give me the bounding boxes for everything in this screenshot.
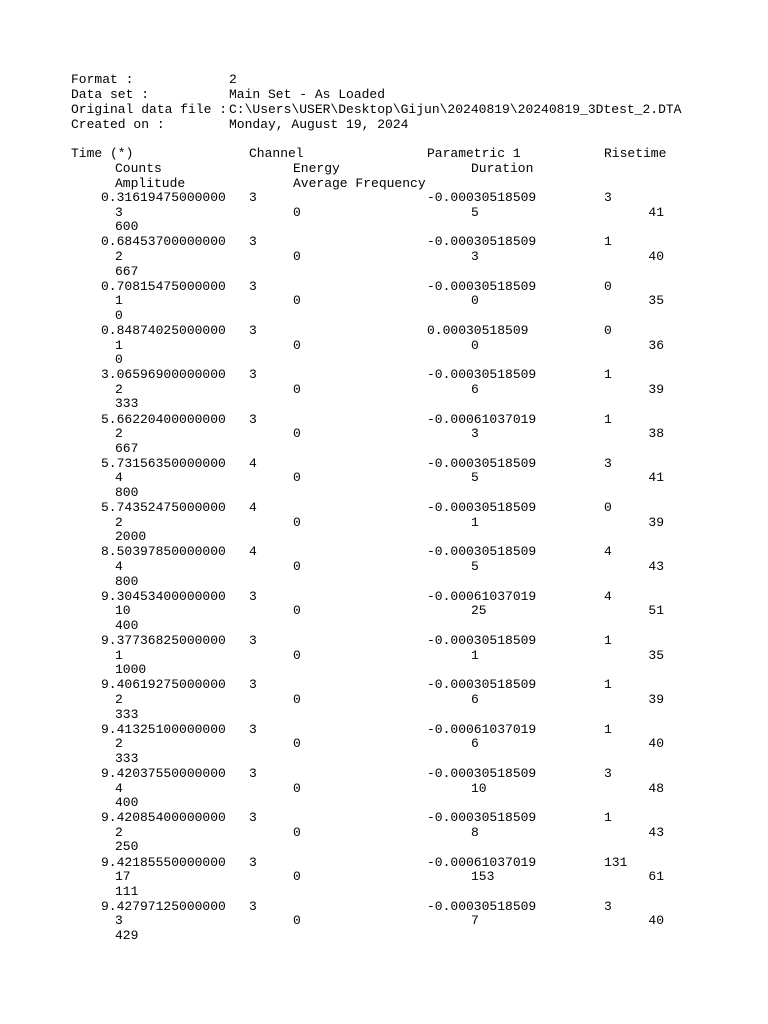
record-counts: 2 xyxy=(115,382,123,397)
record-counts: 4 xyxy=(115,470,123,485)
record-duration: 3 xyxy=(471,249,479,264)
record-counts: 4 xyxy=(115,559,123,574)
record-avg-frequency: 429 xyxy=(115,928,139,943)
record-parametric1: -0.00030518509 xyxy=(427,544,537,559)
record-risetime: 1 xyxy=(604,234,612,249)
record-duration: 1 xyxy=(471,515,479,530)
record-energy: 0 xyxy=(293,249,301,264)
record-avg-frequency: 400 xyxy=(115,618,139,633)
created-label: Created on : xyxy=(71,117,165,132)
record-duration: 5 xyxy=(471,205,479,220)
record-time: 5.66220400000000 xyxy=(101,412,226,427)
record-risetime: 4 xyxy=(604,589,612,604)
record-line-1 xyxy=(0,677,768,692)
record-avg-frequency: 333 xyxy=(115,751,139,766)
record-parametric1: -0.00030518509 xyxy=(427,810,537,825)
record-avg-frequency: 2000 xyxy=(115,529,147,544)
record-parametric1: -0.00030518509 xyxy=(427,190,537,205)
record-amplitude: 35 xyxy=(648,648,664,663)
record-line-3 xyxy=(0,839,768,854)
record-amplitude: 40 xyxy=(648,736,664,751)
record-line-2 xyxy=(0,603,768,618)
record-time: 3.06596900000000 xyxy=(101,367,226,382)
record-channel: 3 xyxy=(249,367,257,382)
record-channel: 3 xyxy=(249,677,257,692)
record-amplitude: 39 xyxy=(648,515,664,530)
record-channel: 3 xyxy=(249,722,257,737)
record-channel: 3 xyxy=(249,810,257,825)
record-parametric1: -0.00030518509 xyxy=(427,456,537,471)
record-counts: 2 xyxy=(115,825,123,840)
record-time: 9.40619275000000 xyxy=(101,677,226,692)
record-amplitude: 35 xyxy=(648,293,664,308)
record-risetime: 131 xyxy=(604,855,628,870)
record-line-3 xyxy=(0,884,768,899)
record-line-3 xyxy=(0,707,768,722)
record-time: 0.84874025000000 xyxy=(101,323,226,338)
record-channel: 3 xyxy=(249,633,257,648)
record-duration: 5 xyxy=(471,559,479,574)
record-parametric1: -0.00030518509 xyxy=(427,633,537,648)
record-channel: 4 xyxy=(249,500,257,515)
record-duration: 10 xyxy=(471,781,487,796)
record-line-1 xyxy=(0,190,768,205)
record-channel: 3 xyxy=(249,899,257,914)
record-parametric1: -0.00061037019 xyxy=(427,589,537,604)
record-energy: 0 xyxy=(293,736,301,751)
record-channel: 3 xyxy=(249,412,257,427)
record-energy: 0 xyxy=(293,603,301,618)
record-time: 9.42085400000000 xyxy=(101,810,226,825)
record-avg-frequency: 1000 xyxy=(115,662,147,677)
column-header-row-3 xyxy=(0,176,768,191)
record-line-1 xyxy=(0,456,768,471)
record-energy: 0 xyxy=(293,825,301,840)
record-line-2 xyxy=(0,205,768,220)
record-channel: 4 xyxy=(249,544,257,559)
record-line-3 xyxy=(0,795,768,810)
col-amplitude: Amplitude xyxy=(115,176,186,191)
record-risetime: 1 xyxy=(604,367,612,382)
record-energy: 0 xyxy=(293,913,301,928)
record-line-3 xyxy=(0,662,768,677)
col-avg-frequency: Average Frequency xyxy=(293,176,426,191)
record-duration: 7 xyxy=(471,913,479,928)
record-channel: 3 xyxy=(249,279,257,294)
record-avg-frequency: 600 xyxy=(115,219,139,234)
col-duration: Duration xyxy=(471,161,534,176)
record-line-2 xyxy=(0,692,768,707)
record-time: 0.70815475000000 xyxy=(101,279,226,294)
record-risetime: 1 xyxy=(604,412,612,427)
record-avg-frequency: 400 xyxy=(115,795,139,810)
record-avg-frequency: 0 xyxy=(115,352,123,367)
record-line-1 xyxy=(0,323,768,338)
record-risetime: 1 xyxy=(604,810,612,825)
origfile-value: C:\Users\USER\Desktop\Gijun\20240819\20240819_3Dtest_2.DTA xyxy=(229,102,682,117)
record-parametric1: -0.00030518509 xyxy=(427,500,537,515)
record-risetime: 0 xyxy=(604,279,612,294)
record-line-3 xyxy=(0,264,768,279)
record-parametric1: -0.00030518509 xyxy=(427,234,537,249)
record-line-1 xyxy=(0,544,768,559)
record-amplitude: 40 xyxy=(648,249,664,264)
header-dataset-row xyxy=(0,87,768,102)
record-counts: 1 xyxy=(115,293,123,308)
record-amplitude: 39 xyxy=(648,692,664,707)
record-duration: 0 xyxy=(471,338,479,353)
record-line-2 xyxy=(0,825,768,840)
column-header-row-2 xyxy=(0,161,768,176)
record-line-2 xyxy=(0,648,768,663)
record-line-2 xyxy=(0,869,768,884)
record-channel: 3 xyxy=(249,855,257,870)
record-duration: 8 xyxy=(471,825,479,840)
record-risetime: 4 xyxy=(604,544,612,559)
record-duration: 0 xyxy=(471,293,479,308)
record-line-3 xyxy=(0,219,768,234)
record-parametric1: -0.00030518509 xyxy=(427,899,537,914)
record-counts: 3 xyxy=(115,913,123,928)
record-line-3 xyxy=(0,928,768,943)
record-energy: 0 xyxy=(293,692,301,707)
record-counts: 2 xyxy=(115,736,123,751)
record-line-1 xyxy=(0,367,768,382)
record-energy: 0 xyxy=(293,869,301,884)
record-line-2 xyxy=(0,515,768,530)
header-created-row xyxy=(0,117,768,132)
record-channel: 3 xyxy=(249,234,257,249)
record-line-3 xyxy=(0,574,768,589)
record-amplitude: 38 xyxy=(648,426,664,441)
record-line-1 xyxy=(0,500,768,515)
record-avg-frequency: 800 xyxy=(115,574,139,589)
record-channel: 3 xyxy=(249,589,257,604)
record-duration: 3 xyxy=(471,426,479,441)
record-risetime: 0 xyxy=(604,323,612,338)
record-duration: 153 xyxy=(471,869,495,884)
record-risetime: 0 xyxy=(604,500,612,515)
record-parametric1: -0.00061037019 xyxy=(427,722,537,737)
record-avg-frequency: 667 xyxy=(115,264,139,279)
record-energy: 0 xyxy=(293,382,301,397)
record-line-1 xyxy=(0,633,768,648)
record-avg-frequency: 333 xyxy=(115,707,139,722)
col-energy: Energy xyxy=(293,161,340,176)
origfile-label: Original data file : xyxy=(71,102,228,117)
record-line-2 xyxy=(0,470,768,485)
record-line-1 xyxy=(0,589,768,604)
record-parametric1: -0.00030518509 xyxy=(427,766,537,781)
record-amplitude: 36 xyxy=(648,338,664,353)
record-risetime: 3 xyxy=(604,456,612,471)
record-duration: 25 xyxy=(471,603,487,618)
record-amplitude: 41 xyxy=(648,470,664,485)
record-parametric1: -0.00061037019 xyxy=(427,412,537,427)
record-time: 9.41325100000000 xyxy=(101,722,226,737)
record-channel: 3 xyxy=(249,323,257,338)
header-origfile-row xyxy=(0,102,768,117)
record-avg-frequency: 250 xyxy=(115,839,139,854)
record-line-1 xyxy=(0,810,768,825)
format-value: 2 xyxy=(229,72,237,87)
record-line-3 xyxy=(0,485,768,500)
record-amplitude: 43 xyxy=(648,559,664,574)
record-parametric1: 0.00030518509 xyxy=(427,323,529,338)
record-channel: 3 xyxy=(249,190,257,205)
record-time: 9.37736825000000 xyxy=(101,633,226,648)
record-counts: 17 xyxy=(115,869,131,884)
record-line-3 xyxy=(0,529,768,544)
record-line-1 xyxy=(0,855,768,870)
record-duration: 6 xyxy=(471,692,479,707)
record-channel: 4 xyxy=(249,456,257,471)
record-energy: 0 xyxy=(293,426,301,441)
record-duration: 6 xyxy=(471,736,479,751)
record-counts: 10 xyxy=(115,603,131,618)
record-risetime: 1 xyxy=(604,722,612,737)
record-counts: 2 xyxy=(115,249,123,264)
record-line-3 xyxy=(0,396,768,411)
record-amplitude: 43 xyxy=(648,825,664,840)
record-amplitude: 39 xyxy=(648,382,664,397)
record-risetime: 3 xyxy=(604,899,612,914)
record-energy: 0 xyxy=(293,205,301,220)
record-duration: 6 xyxy=(471,382,479,397)
record-amplitude: 61 xyxy=(648,869,664,884)
record-counts: 1 xyxy=(115,648,123,663)
record-line-1 xyxy=(0,234,768,249)
record-line-2 xyxy=(0,559,768,574)
record-channel: 3 xyxy=(249,766,257,781)
col-channel: Channel xyxy=(249,146,304,161)
record-line-3 xyxy=(0,618,768,633)
record-time: 8.50397850000000 xyxy=(101,544,226,559)
record-line-2 xyxy=(0,913,768,928)
record-energy: 0 xyxy=(293,338,301,353)
record-energy: 0 xyxy=(293,648,301,663)
record-counts: 2 xyxy=(115,426,123,441)
record-time: 9.42797125000000 xyxy=(101,899,226,914)
record-time: 5.74352475000000 xyxy=(101,500,226,515)
record-line-2 xyxy=(0,426,768,441)
record-amplitude: 41 xyxy=(648,205,664,220)
record-energy: 0 xyxy=(293,470,301,485)
record-counts: 2 xyxy=(115,692,123,707)
dataset-value: Main Set - As Loaded xyxy=(229,87,386,102)
record-line-3 xyxy=(0,308,768,323)
record-energy: 0 xyxy=(293,515,301,530)
record-time: 9.42037550000000 xyxy=(101,766,226,781)
record-line-2 xyxy=(0,293,768,308)
record-line-1 xyxy=(0,766,768,781)
record-risetime: 3 xyxy=(604,766,612,781)
record-amplitude: 48 xyxy=(648,781,664,796)
dataset-label: Data set : xyxy=(71,87,150,102)
record-counts: 2 xyxy=(115,515,123,530)
record-line-3 xyxy=(0,751,768,766)
record-energy: 0 xyxy=(293,781,301,796)
record-avg-frequency: 667 xyxy=(115,441,139,456)
record-energy: 0 xyxy=(293,559,301,574)
record-avg-frequency: 0 xyxy=(115,308,123,323)
record-line-2 xyxy=(0,382,768,397)
record-parametric1: -0.00030518509 xyxy=(427,279,537,294)
record-time: 9.30453400000000 xyxy=(101,589,226,604)
header-format-row xyxy=(0,72,768,87)
record-parametric1: -0.00030518509 xyxy=(427,677,537,692)
record-time: 0.31619475000000 xyxy=(101,190,226,205)
record-line-1 xyxy=(0,412,768,427)
record-risetime: 1 xyxy=(604,677,612,692)
record-counts: 3 xyxy=(115,205,123,220)
col-parametric1: Parametric 1 xyxy=(427,146,521,161)
record-line-2 xyxy=(0,781,768,796)
column-header-row-1 xyxy=(0,146,768,161)
record-time: 5.73156350000000 xyxy=(101,456,226,471)
format-label: Format : xyxy=(71,72,134,87)
record-avg-frequency: 800 xyxy=(115,485,139,500)
record-counts: 1 xyxy=(115,338,123,353)
record-time: 9.42185550000000 xyxy=(101,855,226,870)
record-line-1 xyxy=(0,899,768,914)
col-risetime: Risetime xyxy=(604,146,667,161)
record-risetime: 1 xyxy=(604,633,612,648)
created-value: Monday, August 19, 2024 xyxy=(229,117,409,132)
record-line-3 xyxy=(0,441,768,456)
record-line-2 xyxy=(0,338,768,353)
record-time: 0.68453700000000 xyxy=(101,234,226,249)
record-amplitude: 40 xyxy=(648,913,664,928)
record-line-1 xyxy=(0,722,768,737)
record-counts: 4 xyxy=(115,781,123,796)
record-line-3 xyxy=(0,352,768,367)
record-parametric1: -0.00030518509 xyxy=(427,367,537,382)
record-duration: 5 xyxy=(471,470,479,485)
col-time: Time (*) xyxy=(71,146,134,161)
record-energy: 0 xyxy=(293,293,301,308)
record-avg-frequency: 111 xyxy=(115,884,139,899)
record-duration: 1 xyxy=(471,648,479,663)
record-avg-frequency: 333 xyxy=(115,396,139,411)
col-counts: Counts xyxy=(115,161,162,176)
record-parametric1: -0.00061037019 xyxy=(427,855,537,870)
record-line-2 xyxy=(0,249,768,264)
record-risetime: 3 xyxy=(604,190,612,205)
record-line-2 xyxy=(0,736,768,751)
record-line-1 xyxy=(0,279,768,294)
record-amplitude: 51 xyxy=(648,603,664,618)
